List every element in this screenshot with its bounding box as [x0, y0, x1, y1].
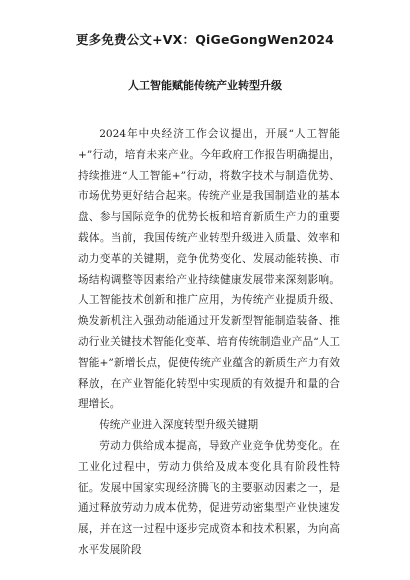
body-paragraph: 劳动力供给成本提高，导致产业竞争优势变化。在工业化过程中，劳动力供给及成本变化具有阶段性特征。发展中国家实现经济腾飞的主要驱动因素之一，是通过释放劳动力成本优势，促进劳动密集型产业快速发展，并在这一过程中逐步完成资本和技术积累，为向高水平发展阶段: [78, 439, 340, 556]
document-body: [78, 124, 340, 561]
body-paragraph: 2024年中央经济工作会议提出，开展“人工智能+”行动，培育未来产业。今年政府工作报告明确提出，持续推进“人工智能+”行动，将数字技术与制造优势、市场优势更好结合起来。传统产业是我国制造业的基本盘、参与国际竞争的优势长板和培育新质生产力的重要载体。当前，我国传统产业转型升级进入质量、效率和动力变革的关键期，竞争优势变化、发展动能转换、市场结构调整等因素给产业持续健康发展带来深刻影响。人工智能技术创新和推广应用，为传统产业提质升级、焕发新机注入强劲动能通过开发新型智能制造装备、推动行业关键技术智能化变革、培育传统制造业产品“人工智能+”新增长点，促使传统产业蕴含的新质生产力有效释放，在产业智能化转型中实现质的有效提升和量的合理增长。: [78, 128, 340, 411]
document-title: 人工智能赋能传统产业转型升级: [128, 79, 282, 92]
watermark-header: 更多免费公文+VX：QiGeGongWen2024: [75, 32, 335, 47]
section-heading: 传统产业进入深度转型升级关键期: [99, 419, 259, 432]
